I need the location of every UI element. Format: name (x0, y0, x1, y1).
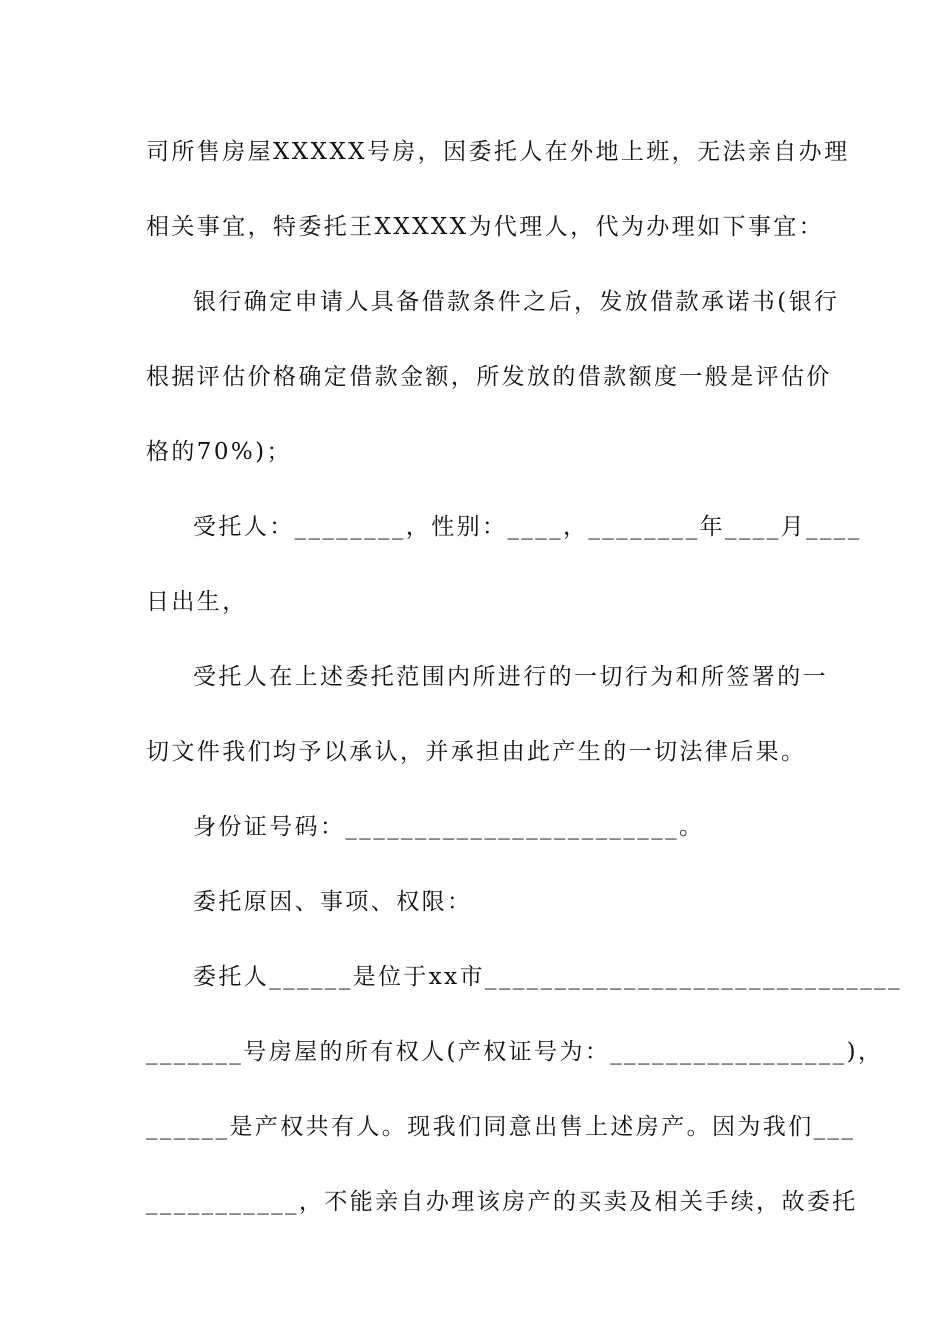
text-line: 日出生， (146, 589, 248, 615)
text-line: 切文件我们均予以承认，并承担由此产生的一切法律后果。 (146, 739, 807, 765)
paragraph-start-line: 银行确定申请人具备借款条件之后，发放借款承诺书(银行 (193, 289, 840, 315)
text-line: 司所售房屋XXXXX号房，因委托人在外地上班，无法亲自办理 (146, 139, 850, 165)
paragraph-start-line: 受托人：________，性别：____，________年____月____ (193, 514, 862, 540)
paragraph-start-line: 委托人______是位于xx市______________________________ (193, 964, 902, 990)
section-heading-line: 委托原因、事项、权限： (193, 889, 473, 915)
text-line: 根据评估价格确定借款金额，所发放的借款额度一般是评估价 (146, 364, 832, 390)
text-line: 相关事宜，特委托王XXXXX为代理人，代为办理如下事宜： (146, 214, 825, 240)
text-line: 格的70%)； (146, 439, 292, 465)
paragraph-start-line: 身份证号码：________________________。 (193, 814, 705, 840)
text-line: ___________，不能亲自办理该房产的买卖及相关手续，故委托 (146, 1189, 858, 1215)
paragraph-start-line: 受托人在上述委托范围内所进行的一切行为和所签署的一 (193, 664, 828, 690)
text-line: ______是产权共有人。现我们同意出售上述房产。因为我们___ (146, 1114, 856, 1140)
text-line: _______号房屋的所有权人(产权证号为：_________________)， (146, 1039, 884, 1065)
